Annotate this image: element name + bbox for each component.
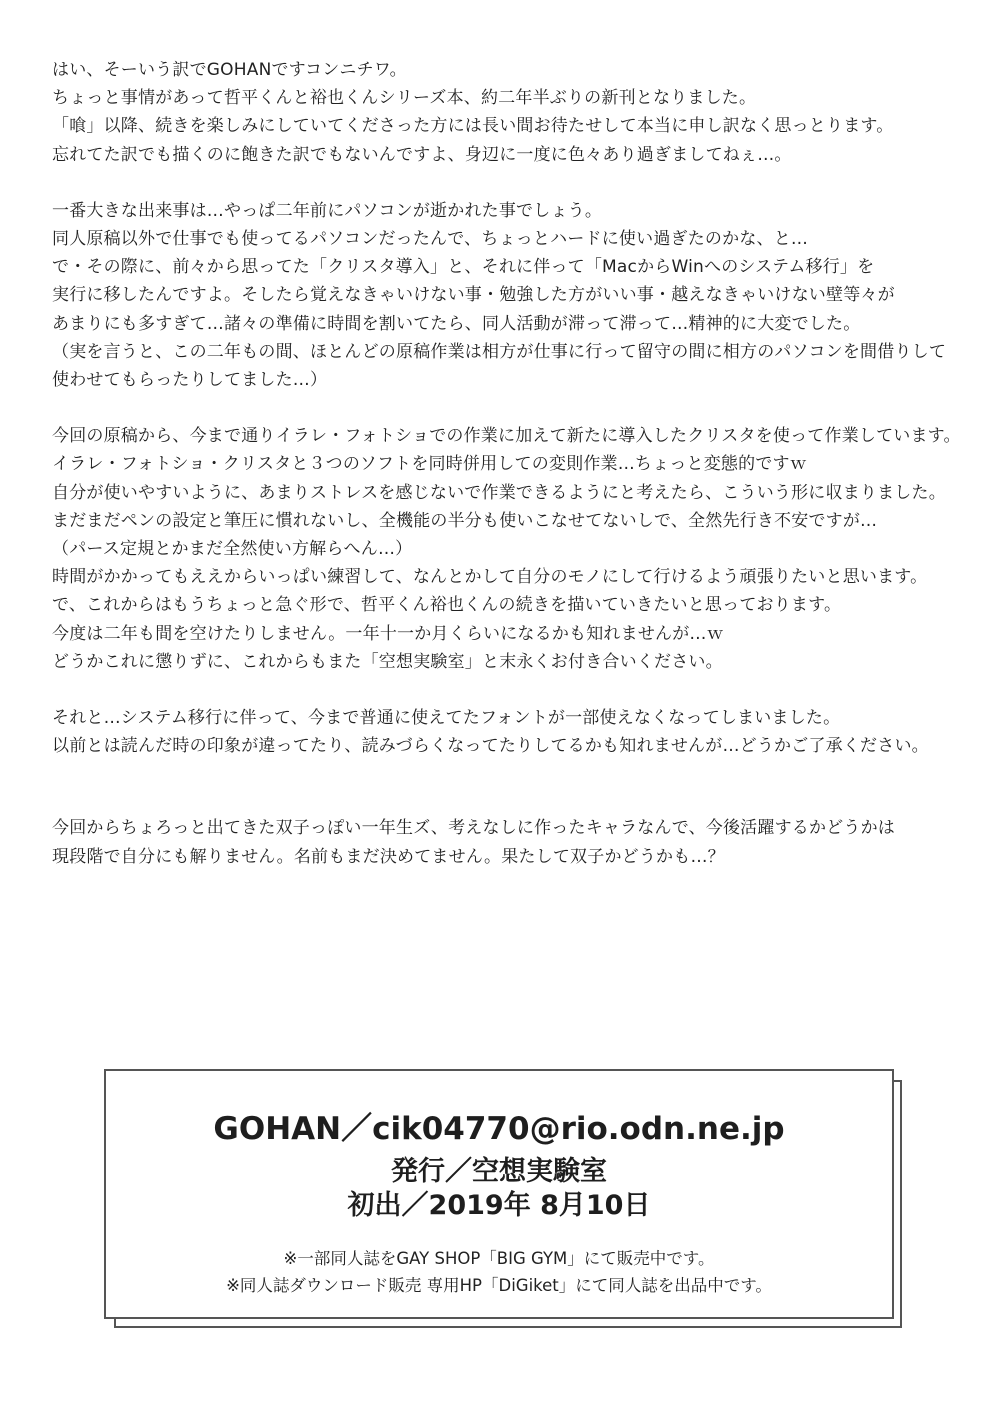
publisher: 発行／空想実験室	[391, 1156, 607, 1187]
text-line: 同人原稿以外で仕事でも使ってるパソコンだったんで、ちょっとハードに使い過ぎたのかな、と…	[52, 229, 809, 250]
colophon-notes	[104, 1245, 894, 1299]
text-line: （実を言うと、この二年もの間、ほとんどの原稿作業は相方が仕事に行って留守の間に相方のパソコンを間借りして	[52, 341, 947, 362]
download-note: ※同人誌ダウンロード販売 専用HP「DiGiket」にて同人誌を出品中です。	[226, 1276, 772, 1295]
text-line: 以前とは読んだ時の印象が違ってたり、読みづらくなってたりしてるかも知れませんが…どうかご了承ください。	[52, 736, 929, 757]
text-line: 一番大きな出来事は…やっぱ二年前にパソコンが逝かれた事でしょう。	[52, 200, 603, 221]
author-contact: GOHAN／cik04770@rio.odn.ne.jp	[213, 1111, 785, 1147]
text-line: で、これからはもうちょっと急ぐ形で、哲平くん裕也くんの続きを描いていきたいと思っております。	[52, 595, 842, 616]
text-line: 今度は二年も間を空けたりしません。一年十一か月くらいになるかも知れませんが…ｗ	[52, 623, 724, 644]
first-edition-date: 初出／2019年 8月10日	[347, 1190, 651, 1221]
text-line: 時間がかかってもええからいっぱい練習して、なんとかして自分のモノにして行けるよう頑張りたいと思います。	[52, 567, 928, 588]
sales-note: ※一部同人誌をGAY SHOP「BIG GYM」にて販売中です。	[283, 1249, 715, 1268]
paragraph-pc-trouble	[52, 197, 972, 394]
text-line: まだまだペンの設定と筆圧に慣れないし、全機能の半分も使いこなせてないしで、全然先行き不安ですが…	[52, 510, 878, 531]
paragraph-fonts	[52, 704, 972, 760]
text-line: ちょっと事情があって哲平くんと裕也くんシリーズ本、約二年半ぶりの新刊となりました。	[52, 88, 757, 109]
text-line: 自分が使いやすいように、あまりストレスを感じないで作業できるようにと考えたら、こういう形に収まりました。	[52, 482, 946, 503]
paragraph-twins	[52, 814, 972, 870]
text-line: それと…システム移行に伴って、今まで普通に使えてたフォントが一部使えなくなってしまいました。	[52, 708, 841, 729]
paragraph-intro	[52, 56, 972, 169]
paragraph-workflow	[52, 422, 972, 676]
text-line: はい、そーいう訳でGOHANですコンニチワ。	[52, 60, 407, 80]
text-line: イラレ・フォトショ・クリスタと３つのソフトを同時併用しての変則作業…ちょっと変態的ですｗ	[52, 454, 807, 475]
text-line: どうかこれに懲りずに、これからもまた「空想実験室」と末永くお付き合いください。	[52, 651, 723, 672]
text-line: 実行に移したんですよ。そしたら覚えなきゃいけない事・勉強した方がいい事・越えなきゃいけない壁等々が	[52, 285, 895, 306]
afterword-text	[52, 56, 972, 899]
text-line: （パース定規とかまだ全然使い方解らへん…）	[52, 539, 413, 560]
text-line: 今回からちょろっと出てきた双子っぽい一年生ズ、考えなしに作ったキャラなんで、今後活躍するかどうかは	[52, 818, 895, 839]
colophon	[104, 1069, 894, 1299]
text-line: 今回の原稿から、今まで通りイラレ・フォトショでの作業に加えて新たに導入したクリスタを使って作業しています。	[52, 426, 961, 447]
text-line: 「喰」以降、続きを楽しみにしていてくださった方には長い間お待たせして本当に申し訳なく思っとります。	[52, 116, 894, 137]
text-line: 忘れてた訳でも描くのに飽きた訳でもないんですよ、身辺に一度に色々あり過ぎましてねぇ…。	[52, 144, 792, 165]
text-line: あまりにも多すぎて…諸々の準備に時間を割いてたら、同人活動が滞って滞って…精神的に大変でした。	[52, 313, 861, 334]
text-line: 使わせてもらったりしてました…）	[52, 370, 328, 391]
text-line: 現段階で自分にも解りません。名前もまだ決めてません。果たして双子かどうかも…？	[52, 846, 725, 867]
text-line: で・その際に、前々から思ってた「クリスタ導入」と、それに伴って「MacからWinへのシステム移行」を	[52, 257, 875, 278]
